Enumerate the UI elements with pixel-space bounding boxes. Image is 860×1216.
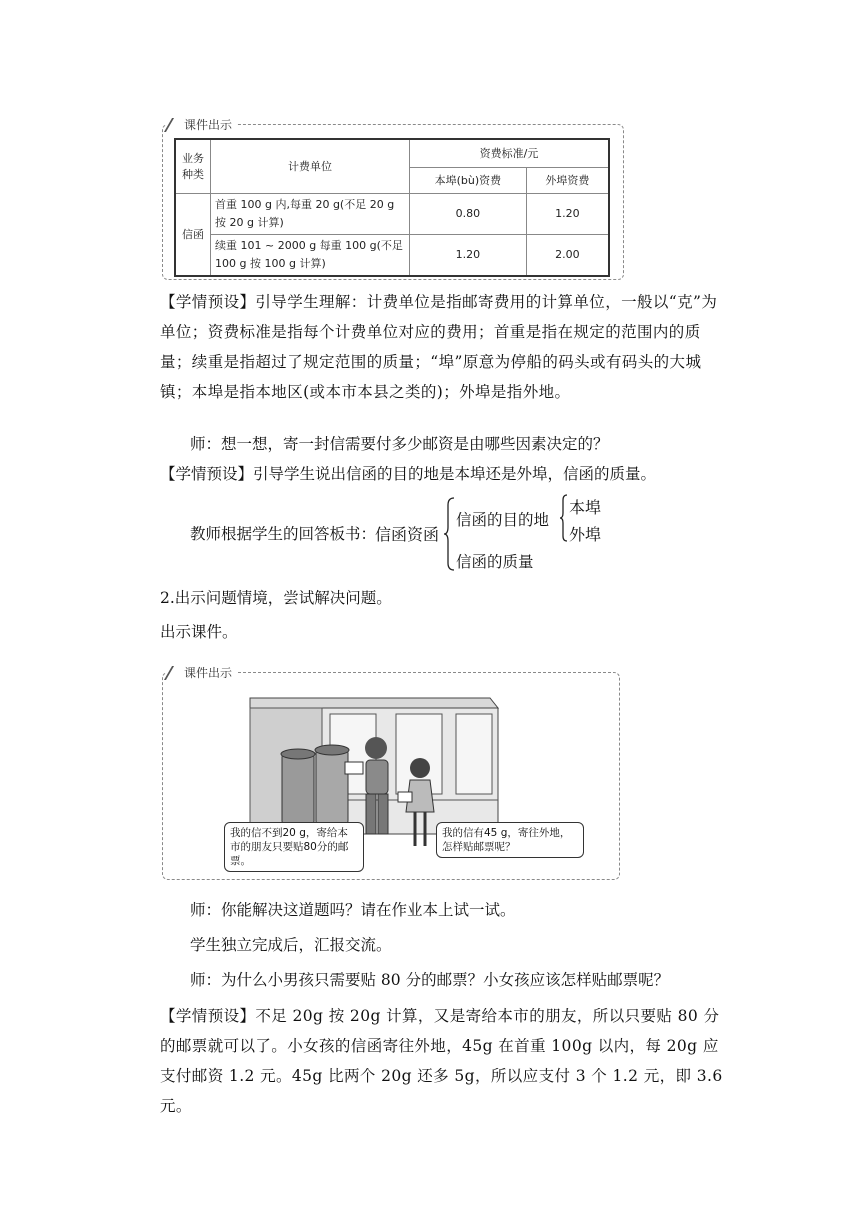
paragraph-analysis-1: 【学情预设】引导学生理解：计费单位是指邮寄费用的计算单位，一般以“克”为单位；资费标准是指每个计费单位对应的费用；首重是指在规定的范围内的质量；续重是指超过了规定范围的质量；“埠”原意为停船的码头或有码头的大城镇；本埠是指本地区(或本市本县之类的)；外埠是指外地。	[160, 293, 718, 401]
paragraph-analysis-2: 【学情预设】引导学生说出信函的目的地是本埠还是外埠，信函的质量。	[160, 465, 657, 483]
row1-local: 0.80	[410, 193, 527, 234]
paragraph-analysis-3: 【学情预设】不足 20g 按 20g 计算，又是寄给本市的朋友，所以只要贴 80 分的邮票就可以了。小女孩的信函寄往外地，45g 在首重 100g 以内，每 20g 应支付邮资 1.2 元。45g 比两个 20g 还多 5g，所以应支付 3 个 1.2 元，即 3.6 元。	[160, 1007, 723, 1115]
board-local: 本埠	[569, 498, 602, 517]
board-brace-large	[443, 497, 455, 571]
header-remote: 外埠资费	[526, 167, 609, 193]
paragraph-teacher-try: 师：你能解决这道题吗？请在作业本上试一试。	[190, 901, 516, 919]
courseware-tag-label: 课件出示	[184, 666, 233, 680]
board-weight: 信函的质量	[456, 553, 534, 571]
board-main: 信函资函	[375, 525, 440, 544]
paragraph-show-courseware: 出示课件。	[160, 623, 238, 641]
row1-unit: 首重 100 g 内,每重 20 g(不足 20 g 按 20 g 计算)	[211, 193, 410, 234]
header-unit: 计费单位	[211, 139, 410, 193]
row1-remote: 1.20	[526, 193, 609, 234]
courseware-tag-label: 课件出示	[184, 118, 233, 132]
row2-unit: 续重 101 ~ 2000 g 每重 100 g(不足 100 g 按 100 g 计算)	[211, 234, 410, 276]
paragraph-step-2: 2.出示问题情境，尝试解决问题。	[160, 589, 392, 607]
board-destination: 信函的目的地	[456, 511, 550, 529]
speech-bubble-boy: 我的信不到20 g，寄给本市的朋友只要贴80分的邮票。	[224, 822, 364, 872]
header-local: 本埠(bù)资费	[410, 167, 527, 193]
row2-local: 1.20	[410, 234, 527, 276]
header-type: 业务种类	[175, 139, 211, 193]
paragraph-teacher-question: 师：想一想，寄一封信需要付多少邮资是由哪些因素决定的？	[190, 435, 609, 453]
row2-remote: 2.00	[526, 234, 609, 276]
paragraph-teacher-why: 师：为什么小男孩只需要贴 80 分的邮票？小女孩应该怎样贴邮票呢？	[190, 971, 670, 989]
board-remote: 外埠	[569, 525, 602, 544]
header-standard: 资费标准/元	[410, 139, 610, 167]
courseware-tag-2	[166, 664, 236, 681]
tag-slash-icon	[164, 666, 184, 680]
speech-bubble-girl: 我的信有45 g，寄往外地，怎样贴邮票呢？	[436, 822, 584, 858]
board-brace-small	[559, 494, 568, 542]
board-prefix: 教师根据学生的回答板书：	[190, 525, 377, 543]
paragraph-student-report: 学生独立完成后，汇报交流。	[190, 936, 392, 954]
postage-fee-table	[174, 138, 610, 277]
tag-slash-icon	[164, 118, 184, 132]
row-type-letter: 信函	[175, 193, 211, 276]
courseware-tag-1	[166, 116, 236, 133]
